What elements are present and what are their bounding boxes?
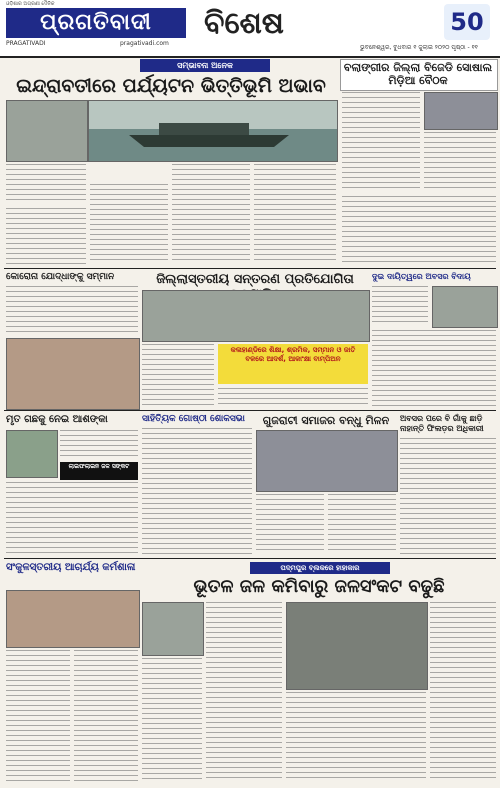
divider-middle bbox=[4, 410, 496, 411]
tourism-photo-portrait bbox=[6, 100, 88, 162]
logo-subtitle: PRAGATIVADI bbox=[6, 40, 46, 47]
hospital-body-col2 bbox=[372, 330, 496, 406]
hospital-headline: ଦୁଇ ଦାୟିତ୍ୱରେ ଅବସର ବିଦାୟ bbox=[372, 272, 471, 281]
tourism-body-col1 bbox=[6, 164, 86, 204]
boat-icon bbox=[89, 101, 337, 161]
gujarat-headline: ଗୁଜରାଟୀ ସମାଜର ବନ୍ଧୁ ମିଳନ bbox=[262, 414, 390, 427]
divider-top bbox=[4, 268, 496, 269]
balangir-body-col3 bbox=[342, 196, 496, 264]
groundwater-kicker: ପଦ୍ମପୁର ବ୍ଲକରେ ହାହାକାର bbox=[250, 562, 390, 574]
groundwater-photo-portrait bbox=[142, 602, 204, 656]
water-box-label: ଲାଇଫଲାଇନ ଜଳ ସଙ୍କଟ bbox=[60, 462, 138, 480]
groundwater-photo-meeting bbox=[286, 602, 428, 690]
district-body-col1 bbox=[142, 344, 214, 406]
gujarat-body-col1 bbox=[256, 494, 324, 554]
district-body-col2 bbox=[218, 388, 368, 406]
groundwater-headline: ଭୂତଳ ଜଳ କମିବାରୁ ଜଳସଂକଟ ବଢୁଛି bbox=[193, 576, 445, 597]
gujarat-photo bbox=[256, 430, 398, 492]
tourism-photo-river bbox=[88, 100, 338, 162]
dateline: ଭୁବନେଶ୍ୱର, ବୁଧବାର ୧ ଜୁଲାଇ ୨୦୨୦ ପୃଷ୍ଠା - ୧୧ bbox=[360, 44, 478, 51]
retire-headline: ଅବସର ପରେ ବି ଗାଁକୁ ଛାଡ଼ି ନାହାନ୍ତି ଫିଲଡ଼ର ଅଧିକାରୀ bbox=[400, 414, 484, 433]
gujarat-body-col2 bbox=[328, 494, 396, 554]
retire-body bbox=[400, 438, 496, 554]
tree-body-col1 bbox=[60, 430, 138, 460]
masthead-tagline: ଓଡ଼ିଶାର ଅଗ୍ରଣୀ ଦୈନିକ bbox=[6, 1, 55, 7]
balangir-body-col1 bbox=[342, 92, 420, 192]
website-url: pragativadi.com bbox=[120, 40, 169, 47]
groundwater-body-col3 bbox=[430, 602, 496, 782]
balangir-photo-meeting bbox=[424, 92, 498, 130]
workshop-photo bbox=[6, 590, 140, 648]
newspaper-logo: ପ୍ରଗତିବାଦୀ bbox=[6, 8, 186, 38]
workshop-body-col2 bbox=[74, 650, 138, 782]
groundwater-body-col1 bbox=[206, 602, 282, 782]
district-highlight: କଳାହାଣ୍ଡିରେ ଶିକ୍ଷା, ଶ୍ରମିକ, ସମ୍ମାନ ଓ ଜାତି ବଳରେ ଆଦର୍ଶ, ଆକାଂକ୍ଷା ବାମ୍ପିଅନ bbox=[230, 346, 356, 363]
tourism-body-col1b bbox=[6, 208, 86, 264]
tree-photo bbox=[6, 430, 58, 478]
tourism-body-col3 bbox=[172, 164, 250, 264]
hospital-body-col1 bbox=[372, 286, 428, 326]
district-photo-group bbox=[142, 290, 370, 342]
balangir-body-col2 bbox=[424, 132, 496, 192]
hospital-photo bbox=[432, 286, 498, 328]
sahitya-body bbox=[142, 428, 252, 554]
tree-body-col2 bbox=[6, 482, 138, 554]
tourism-body-col4 bbox=[254, 164, 336, 264]
anniversary-badge: 50 bbox=[444, 4, 490, 40]
groundwater-body-col2 bbox=[286, 692, 426, 782]
sahitya-headline: ସାହିତ୍ୟିକ ଗୋଷ୍ଠୀ ଶୋକସଭା bbox=[142, 414, 245, 424]
district-headline: ଜିଲ୍ଲାସ୍ତରୀୟ ସନ୍ତରଣ ପ୍ରତିଯୋଗିତା bbox=[156, 272, 354, 287]
tree-headline: ମୃତ ଗଛକୁ ନେଇ ଆଶଙ୍କା bbox=[6, 414, 108, 425]
tourism-kicker: ସମ୍ଭାବନା ଅନେକ bbox=[140, 59, 270, 72]
workshop-body-col1 bbox=[6, 650, 70, 782]
section-title: ବିଶେଷ bbox=[204, 6, 284, 41]
tourism-headline: ଇନ୍ଦ୍ରାବତୀରେ ପର୍ଯ୍ୟଟନ ଭିତ୍ତିଭୂମି ଅଭାବ bbox=[16, 75, 326, 97]
kalahandi-headline: କୋରୋନା ଯୋଦ୍ଧାଙ୍କୁ ସମ୍ମାନ bbox=[6, 272, 115, 282]
kalahandi-body bbox=[6, 286, 138, 336]
groundwater-body-col0 bbox=[142, 658, 202, 782]
workshop-headline: ସଂକୁଳସ୍ତରୀୟ ଆଚାର୍ଯ୍ୟ କର୍ମଶାଳା bbox=[6, 562, 136, 573]
balangir-headline: ବଲାଙ୍ଗୀର ଜିଲ୍ଲା ବିଜେଡି ସୋଷାଲ ମିଡ଼ିଆ ବୈଠକ bbox=[343, 61, 493, 87]
kalahandi-photo bbox=[6, 338, 140, 410]
divider-lower bbox=[4, 558, 496, 559]
tourism-body-col2 bbox=[90, 184, 168, 264]
